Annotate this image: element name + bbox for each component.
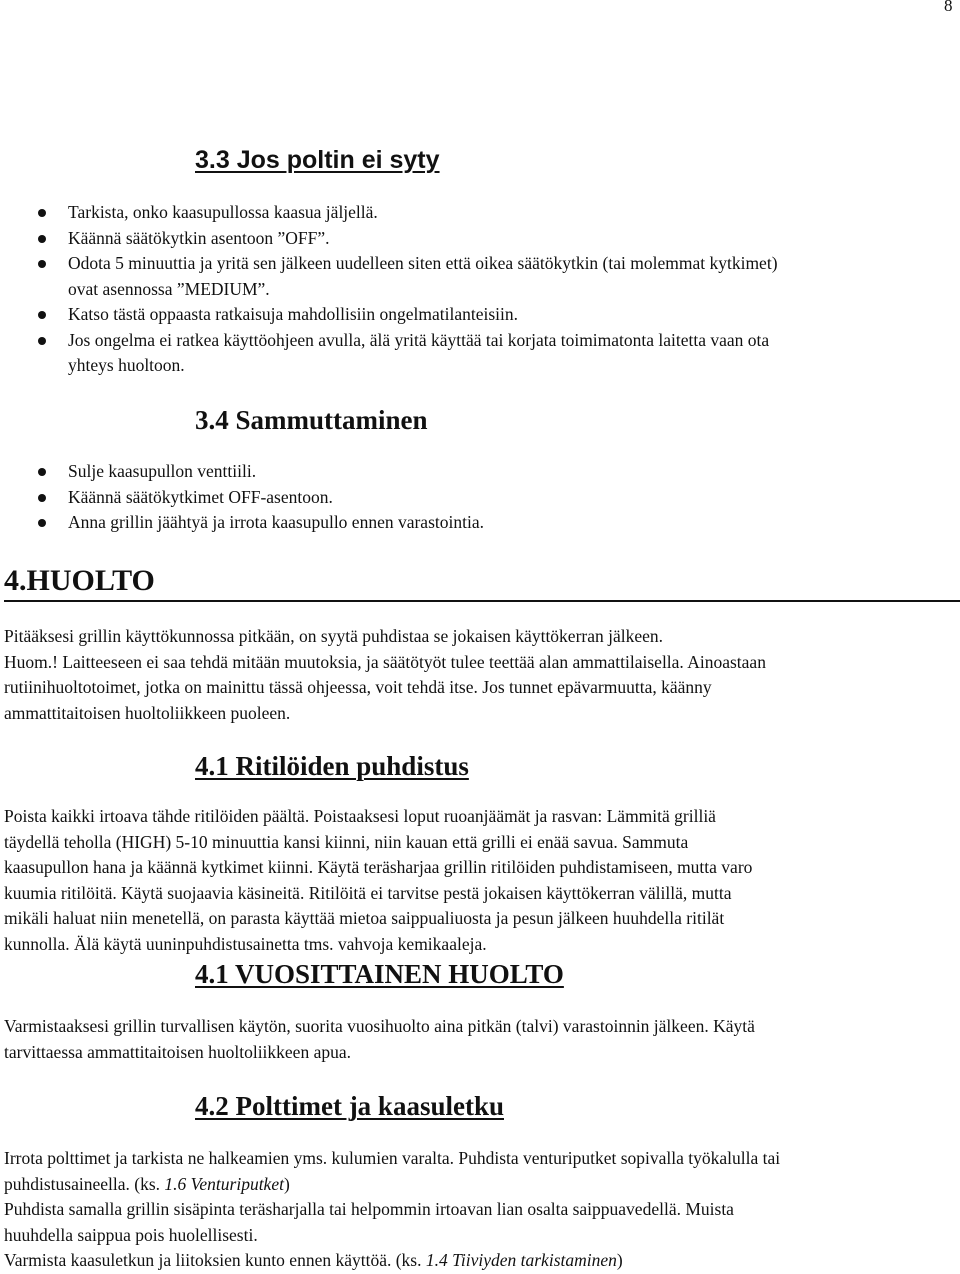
section-4-1-cleaning-heading: 4.1 Ritilöiden puhdistus (195, 751, 469, 781)
list-item-text: Katso tästä oppaasta ratkaisuja mahdollisiin ongelmatilanteisiin. (68, 304, 519, 324)
bullet-icon (38, 311, 46, 319)
section-4-heading: 4.HUOLTO (4, 564, 155, 597)
paragraph-line: Varmistaaksesi grillin turvallisen käytön, suorita vuosihuolto aina pitkän (talvi) varastoinnin jälkeen. Käytä (4, 1016, 755, 1036)
cross-reference: 1.4 Tiiviyden tarkistaminen (425, 1250, 617, 1270)
list-item-text: Jos ongelma ei ratkea käyttöohjeen avulla, älä yritä käyttää tai korjata toimimatonta laitetta vaan ota (68, 329, 770, 350)
list-item-text: Anna grillin jäähtyä ja irrota kaasupullo ennen varastointia. (68, 512, 484, 532)
list-item-text: Käännä säätökytkin asentoon ”OFF”. (68, 227, 330, 248)
paragraph-line: täydellä teholla (HIGH) 5-10 minuuttia kansi kiinni, niin kauan että grilli ei enää savua. Sammuta (4, 831, 689, 852)
bullet-icon (38, 519, 46, 527)
section-4-1-annual-heading: 4.1 VUOSITTAINEN HUOLTO (195, 959, 564, 989)
list-item (36, 251, 956, 302)
paragraph-line: mikäli haluat niin menetellä, on parasta käyttää mietoa saippualiuosta ja pesun jälkeen huuhdella ritilät (4, 908, 725, 928)
paragraph-text: puhdistusaineella. (ks. (4, 1173, 165, 1194)
list-item (36, 328, 956, 379)
bullet-icon (38, 260, 46, 268)
page-number: 8 (944, 0, 953, 15)
paragraph-line: Irrota polttimet ja tarkista ne halkeamien yms. kulumien varalta. Puhdista venturiputket sopivalla työkalulla tai (4, 1148, 781, 1168)
paragraph-line (4, 1172, 948, 1198)
section-4-paragraph (4, 624, 948, 726)
bullet-icon (38, 235, 46, 243)
list-item-text: Käännä säätökytkimet OFF-asentoon. (68, 486, 333, 507)
list-item (36, 226, 956, 252)
list-item (36, 485, 956, 511)
list-item-text: yhteys huoltoon. (68, 355, 185, 375)
section-3-4-heading: 3.4 Sammuttaminen (195, 405, 428, 435)
paragraph-line: tarvittaessa ammattitaitoisen huoltoliikkeen apua. (4, 1041, 351, 1062)
paragraph-line: rutiinihuoltotoimet, jotka on mainittu tässä ohjeessa, voit tehdä itse. Jos tunnet epävarmuutta, käänny (4, 677, 712, 697)
list-item-text: Tarkista, onko kaasupullossa kaasua jäljellä. (68, 202, 378, 222)
paragraph-line: kunnolla. Älä käytä uuninpuhdistusainetta tms. vahvoja kemikaaleja. (4, 933, 487, 954)
bullet-icon (38, 209, 46, 217)
list-item-text: Sulje kaasupullon venttiili. (68, 461, 257, 481)
paragraph-line: kuumia ritilöitä. Käytä suojaavia käsineitä. Ritilöitä ei tarvitse pestä jokaisen käyttökerran välillä, mutta (4, 882, 732, 903)
paragraph-line: Poista kaikki irtoava tähde ritilöiden päältä. Poistaaksesi loput ruoanjäämät ja rasvan: Lämmitä grilliä (4, 806, 716, 826)
paragraph-line: Pitääksesi grillin käyttökunnossa pitkään, on syytä puhdistaa se jokaisen käyttökerran jälkeen. (4, 626, 664, 646)
paragraph-line: ammattitaitoisen huoltoliikkeen puoleen. (4, 702, 291, 723)
section-3-4-list (36, 459, 956, 536)
paragraph-text: ) (283, 1173, 290, 1194)
paragraph-line: kaasupullon hana ja käännä kytkimet kiinni. Käytä teräsharjaa grillin ritilöiden puhdistamiseen, mutta varo (4, 857, 753, 877)
section-4-2-heading: 4.2 Polttimet ja kaasuletku (195, 1091, 504, 1121)
bullet-icon (38, 468, 46, 476)
paragraph-line: huuhdella saippua pois huolellisesti. (4, 1224, 258, 1245)
paragraph-text: ) (616, 1250, 623, 1270)
list-item (36, 459, 956, 485)
list-item-text: ovat asennossa ”MEDIUM”. (68, 278, 270, 299)
bullet-icon (38, 337, 46, 345)
bullet-icon (38, 494, 46, 502)
list-item (36, 200, 956, 226)
section-3-3-list (36, 200, 956, 379)
paragraph-line: Huom.! Laitteeseen ei saa tehdä mitään muutoksia, ja säätötyöt tulee teettää alan ammattilaisella. Ainoastaan (4, 651, 766, 672)
section-3-3-heading: 3.3 Jos poltin ei syty (195, 146, 440, 174)
section-4-1-annual-paragraph (4, 1014, 948, 1065)
section-4-1-cleaning-paragraph (4, 804, 948, 957)
paragraph-line: Puhdista samalla grillin sisäpinta teräsharjalla tai helpommin irtoavan lian osalta saippuavedellä. Muista (4, 1199, 734, 1219)
paragraph-text: Varmista kaasuletkun ja liitoksien kunto ennen käyttöä. (ks. (4, 1250, 426, 1270)
cross-reference: 1.6 Venturiputket (164, 1173, 284, 1194)
list-item (36, 510, 956, 536)
section-4-2-paragraph (4, 1146, 948, 1274)
list-item (36, 302, 956, 328)
section-divider (4, 600, 960, 602)
list-item-text: Odota 5 minuuttia ja yritä sen jälkeen uudelleen siten että oikea säätökytkin (tai molemmat kytkimet) (68, 253, 778, 273)
